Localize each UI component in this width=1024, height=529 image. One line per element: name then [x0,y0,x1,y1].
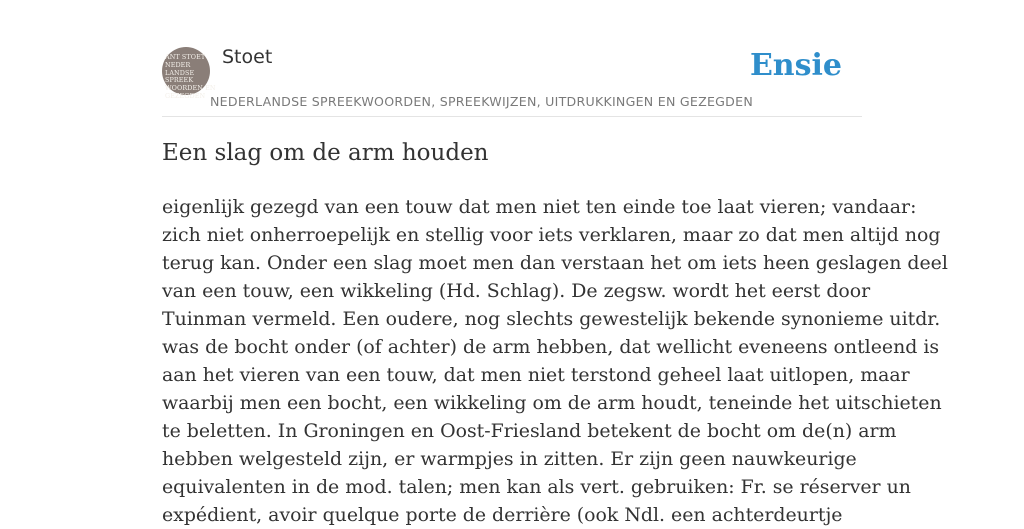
ensie-logo[interactable]: Ensie [749,48,842,83]
source-avatar[interactable] [162,47,216,100]
source-subtitle: NEDERLANDSE SPREEKWOORDEN, SPREEKWIJZEN, UITDRUKKINGEN EN GEZEGDEN [210,94,754,109]
definition-line: te beletten. In Groningen en Oost-Friesland betekent de bocht om de(n) arm [162,420,897,442]
entry-title: Een slag om de arm houden [162,140,489,166]
definition-line: equivalenten in de mod. talen; men kan als vert. gebruiken: Fr. se réserver un [162,476,911,498]
definition-line: zich niet onherroepelijk en stellig voor iets verklaren, maar zo dat men altijd nog [162,224,941,246]
entry-definition [162,193,948,529]
source-header [162,44,862,117]
definition-line: expédient, avoir quelque porte de derrière (ook Ndl. een achterdeurtje [162,504,843,526]
source-name-link[interactable]: Stoet [222,46,273,68]
definition-line: eigenlijk gezegd van een touw dat men niet ten einde toe laat vieren; vandaar: [162,196,917,218]
definition-line: was de bocht onder (of achter) de arm hebben, dat wellicht eveneens ontleend is [162,336,940,358]
definition-line: van een touw, een wikkeling (Hd. Schlag). De zegsw. wordt het eerst door [162,280,871,302]
definition-line: waarbij men een bocht, een wikkeling om de arm houdt, teneinde het uitschieten [162,392,942,414]
definition-line: aan het vieren van een touw, dat men niet terstond geheel laat uitlopen, maar [162,364,910,386]
definition-line: Tuinman vermeld. Een oudere, nog slechts gewestelijk bekende synonieme uitdr. [162,308,941,330]
avatar-book-cover-text: ANT STOET NEDER LANDSE SPREEK WOORDEN EN GEZEGDEN [165,53,216,100]
definition-line: hebben welgesteld zijn, er warmpjes in zitten. Er zijn geen nauwkeurige [162,448,857,470]
definition-line: terug kan. Onder een slag moet men dan verstaan het om iets heen geslagen deel [162,252,948,274]
